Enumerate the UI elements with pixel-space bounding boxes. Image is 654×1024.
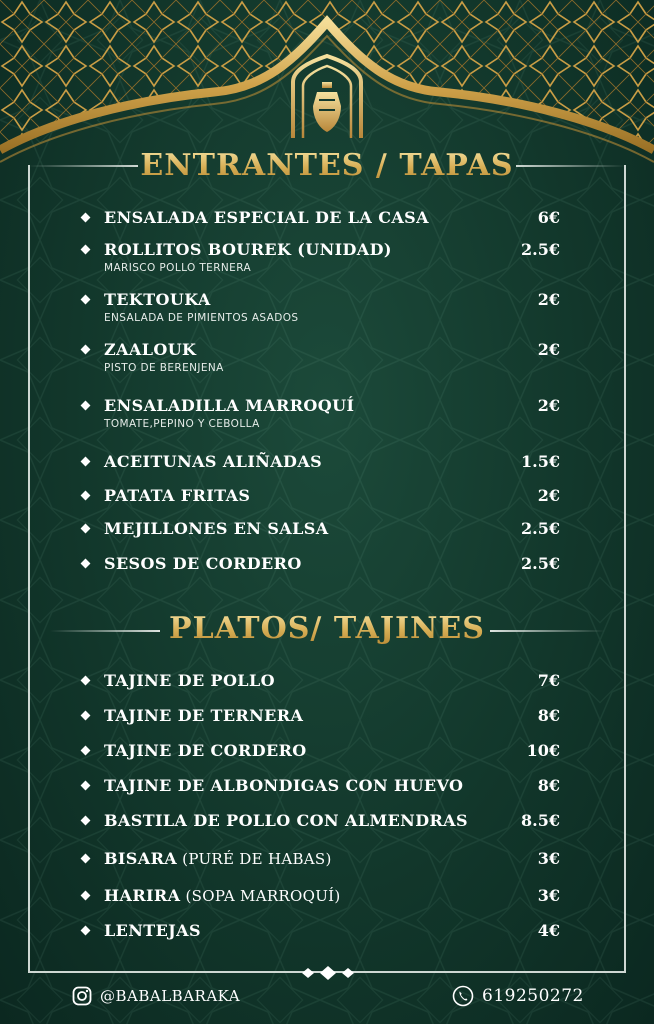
item-description: ENSALADA DE PIMIENTOS ASADOS: [104, 312, 299, 324]
item-price: 4€: [537, 921, 560, 940]
item-note: (SOPA MARROQUÍ): [180, 887, 341, 905]
item-description: TOMATE,PEPINO Y CEBOLLA: [104, 418, 260, 430]
diamonds-ornament: [300, 964, 356, 982]
item-name: TAJINE DE ALBONDIGAS CON HUEVO: [104, 776, 464, 795]
item-name: LENTEJAS: [104, 921, 201, 940]
item-price: 2.5€: [521, 554, 560, 573]
item-name-text: HARIRA: [104, 886, 181, 905]
lantern-logo: [289, 52, 365, 140]
phone-number[interactable]: [452, 985, 584, 1007]
item-price: 2€: [537, 396, 560, 415]
item-description: PISTO DE BERENJENA: [104, 362, 224, 374]
item-price: 2€: [537, 340, 560, 359]
section-title-platos: PLATOS/ TAJINES: [0, 611, 654, 646]
item-name: TAJINE DE TERNERA: [104, 706, 304, 725]
item-name: SESOS DE CORDERO: [104, 554, 302, 573]
item-name: TAJINE DE CORDERO: [104, 741, 307, 760]
item-price: 3€: [537, 886, 560, 905]
item-note: (PURÉ DE HABAS): [177, 850, 332, 868]
item-price: 8€: [537, 706, 560, 725]
item-name: PATATA FRITAS: [104, 486, 251, 505]
item-name-text: BISARA: [104, 849, 178, 868]
item-name: ACEITUNAS ALIÑADAS: [104, 452, 323, 471]
phone-text: 619250272: [482, 986, 584, 1006]
phone-icon: [452, 985, 474, 1007]
item-name: ENSALADA ESPECIAL DE LA CASA: [104, 208, 429, 227]
item-price: 2€: [537, 486, 560, 505]
instagram-icon: [72, 986, 92, 1006]
divider-right: [490, 630, 605, 632]
item-description: MARISCO POLLO TERNERA: [104, 262, 252, 274]
item-price: 8€: [537, 776, 560, 795]
item-name: ENSALADILLA MARROQUÍ: [104, 396, 355, 415]
item-name: [104, 886, 341, 905]
item-price: 2€: [537, 290, 560, 309]
item-name: ZAALOUK: [104, 340, 197, 359]
item-name: MEJILLONES EN SALSA: [104, 519, 329, 538]
item-price: 2.5€: [521, 519, 560, 538]
instagram-text: @BABALBARAKA: [100, 987, 241, 1005]
item-price: 6€: [537, 208, 560, 227]
item-name: ROLLITOS BOUREK (UNIDAD): [104, 240, 392, 259]
item-name: TAJINE DE POLLO: [104, 671, 275, 690]
item-price: 7€: [537, 671, 560, 690]
item-price: 3€: [537, 849, 560, 868]
section-title-entrantes: ENTRANTES / TAPAS: [0, 148, 654, 183]
item-name: [104, 849, 332, 868]
item-price: 2.5€: [521, 240, 560, 259]
item-price: 10€: [526, 741, 560, 760]
item-price: 1.5€: [521, 452, 560, 471]
item-price: 8.5€: [521, 811, 560, 830]
instagram-handle[interactable]: [72, 985, 240, 1007]
item-name: TEKTOUKA: [104, 290, 211, 309]
item-name: BASTILA DE POLLO CON ALMENDRAS: [104, 811, 468, 830]
